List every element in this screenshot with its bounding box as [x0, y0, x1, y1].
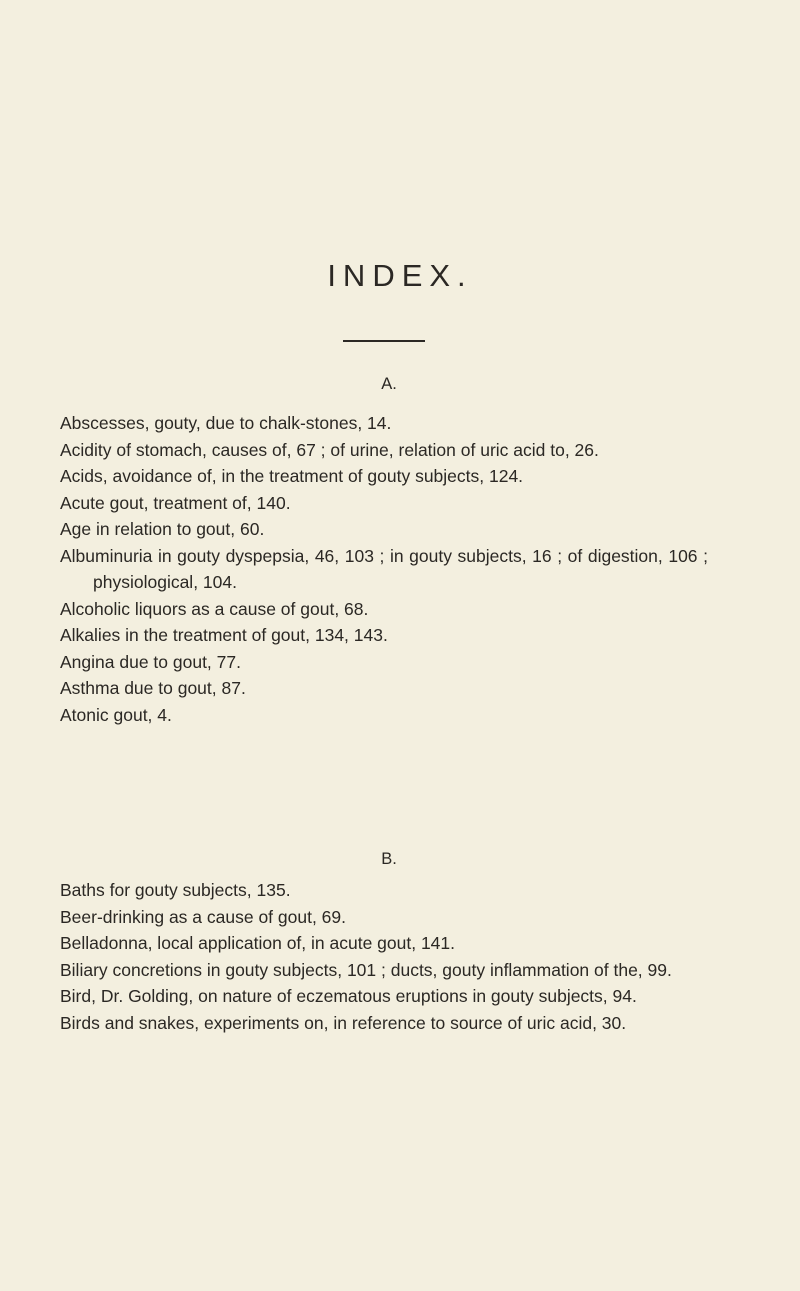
- index-entry: Albuminuria in gouty dyspepsia, 46, 103 ; in gouty subjects, 16 ; of digestion, 106 ; physiological, 104.: [60, 545, 708, 592]
- index-entry: Biliary concretions in gouty subjects, 101 ; ducts, gouty inflammation of the, 99.: [60, 959, 672, 980]
- section-heading: A.: [381, 375, 397, 393]
- index-entry: Bird, Dr. Golding, on nature of eczematous eruptions in gouty subjects, 94.: [60, 986, 637, 1006]
- index-entry: Acute gout, treatment of, 140.: [60, 492, 291, 513]
- index-section-b: [60, 847, 708, 1036]
- index-entry: Angina due to gout, 77.: [60, 651, 241, 672]
- index-entry: Birds and snakes, experiments on, in reference to source of uric acid, 30.: [60, 1012, 627, 1033]
- index-entry: Age in relation to gout, 60.: [60, 519, 265, 539]
- index-entry: Belladonna, local application of, in acute gout, 141.: [60, 933, 456, 953]
- index-entry: Beer-drinking as a cause of gout, 69.: [60, 906, 347, 927]
- section-heading: B.: [381, 850, 397, 868]
- index-entry: Acidity of stomach, causes of, 67 ; of urine, relation of uric acid to, 26.: [60, 439, 599, 460]
- title-rule: [343, 340, 425, 342]
- index-entry: Acids, avoidance of, in the treatment of gouty subjects, 124.: [60, 466, 524, 486]
- index-entry: Atonic gout, 4.: [60, 704, 172, 725]
- index-entry: Alkalies in the treatment of gout, 134, 143.: [60, 625, 388, 645]
- index-entry: Alcoholic liquors as a cause of gout, 68.: [60, 598, 369, 619]
- index-section-a: [60, 372, 708, 728]
- page-title: INDEX.: [327, 258, 473, 293]
- index-entry: Baths for gouty subjects, 135.: [60, 880, 291, 900]
- index-entry: Abscesses, gouty, due to chalk-stones, 14.: [60, 413, 392, 433]
- index-entry: Asthma due to gout, 87.: [60, 678, 246, 698]
